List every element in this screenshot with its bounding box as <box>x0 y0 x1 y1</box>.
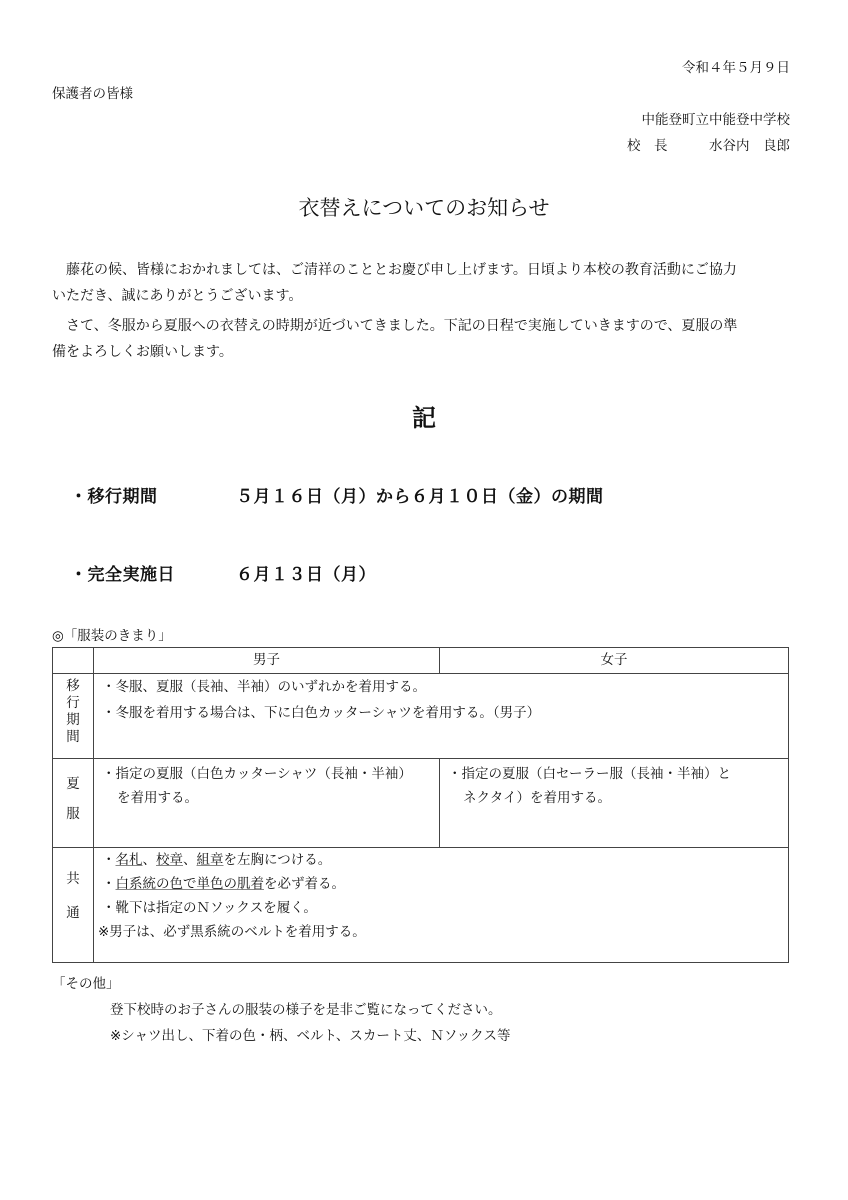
row-label-char: 間 <box>66 729 80 745</box>
column-header-girls: 女子 <box>440 648 789 674</box>
rules-heading: ◎「服装のきまり」 <box>52 628 172 644</box>
summer-boys-cell <box>94 759 440 848</box>
table-row-transition <box>53 674 789 759</box>
list-item-continuation: を着用する。 <box>117 790 198 806</box>
list-item-note: ※男子は、必ず黒系統のベルトを着用する。 <box>98 924 366 940</box>
table-row-summer <box>53 759 789 848</box>
other-heading: 「その他」 <box>52 976 120 992</box>
underlined-text: 組章 <box>196 852 224 868</box>
column-header-boys: 男子 <box>94 648 440 674</box>
list-item-continuation: ネクタイ）を着用する。 <box>463 790 611 806</box>
page-title: 衣替えについてのお知らせ <box>298 196 550 220</box>
text: を必ず着る。 <box>264 876 345 892</box>
body-p1-line2: いただき、誠にありがとうございます。 <box>52 288 303 304</box>
ki-heading: 記 <box>412 404 436 432</box>
row-label-char: 移 <box>66 678 80 694</box>
body-p2-line1: さて、冬服から夏服への衣替えの時期が近づいてきました。下記の日程で実施していきますので、夏服の準 <box>66 318 738 334</box>
transition-rules-cell <box>94 674 789 759</box>
schedule-label-full: ・完全実施日 <box>70 565 175 585</box>
row-label-char: 通 <box>66 905 80 921</box>
body-p2-line2: 備をよろしくお願いします。 <box>52 344 233 360</box>
underlined-text: 校章 <box>156 852 183 868</box>
row-label-char: 服 <box>66 806 80 822</box>
other-line2: ※シャツ出し、下着の色・柄、ベルト、スカート丈、Ｎソックス等 <box>110 1028 511 1044</box>
other-line1: 登下校時のお子さんの服装の様子を是非ご覧になってください。 <box>110 1002 502 1018</box>
separator: 、 <box>142 852 156 868</box>
row-label-char: 期 <box>66 712 80 728</box>
list-item: ・指定の夏服（白色カッターシャツ（長袖・半袖） <box>102 766 412 782</box>
schedule-value-full: ６月１３日（月） <box>236 565 376 585</box>
principal-title: 校 長 <box>627 138 668 154</box>
underlined-text: 白系統の色で単色の肌着 <box>115 876 264 892</box>
row-label-common <box>53 848 94 963</box>
row-label-char: 夏 <box>66 776 80 792</box>
row-label-char: 共 <box>66 871 80 887</box>
separator: 、 <box>183 852 197 868</box>
list-item: ・冬服、夏服（長袖、半袖）のいずれかを着用する。 <box>102 679 426 695</box>
list-item <box>94 849 788 871</box>
common-rules-cell <box>94 848 789 963</box>
table-header-row <box>53 648 789 674</box>
summer-girls-cell <box>440 759 789 848</box>
body-p1-line1: 藤花の候、皆様におかれましては、ご清祥のこととお慶び申し上げます。日頃より本校の教育活動にご協力 <box>66 262 737 278</box>
row-label-char: 行 <box>66 695 80 711</box>
row-label-transition <box>53 674 94 759</box>
underlined-text: 名札 <box>115 852 143 868</box>
addressee: 保護者の皆様 <box>52 86 133 102</box>
school-name: 中能登町立中能登中学校 <box>641 112 790 128</box>
principal-name: 水谷内 良郎 <box>709 138 790 154</box>
table-corner-cell <box>53 648 94 674</box>
bullet: ・ <box>102 876 116 892</box>
text: を左胸につける。 <box>223 852 332 868</box>
dress-rules-table <box>52 647 789 963</box>
row-label-summer <box>53 759 94 848</box>
table-row-common <box>53 848 789 963</box>
list-item <box>94 873 788 895</box>
list-item: ・冬服を着用する場合は、下に白色カッターシャツを着用する。（男子） <box>102 705 541 721</box>
date: 令和４年５月９日 <box>682 60 790 76</box>
list-item: ・靴下は指定のＮソックスを履く。 <box>102 900 317 916</box>
schedule-label-transition: ・移行期間 <box>70 487 158 507</box>
schedule-value-transition: ５月１６日（月）から６月１０日（金）の期間 <box>236 487 604 507</box>
list-item: ・指定の夏服（白セーラー服（長袖・半袖）と <box>448 766 731 782</box>
bullet: ・ <box>102 852 116 868</box>
